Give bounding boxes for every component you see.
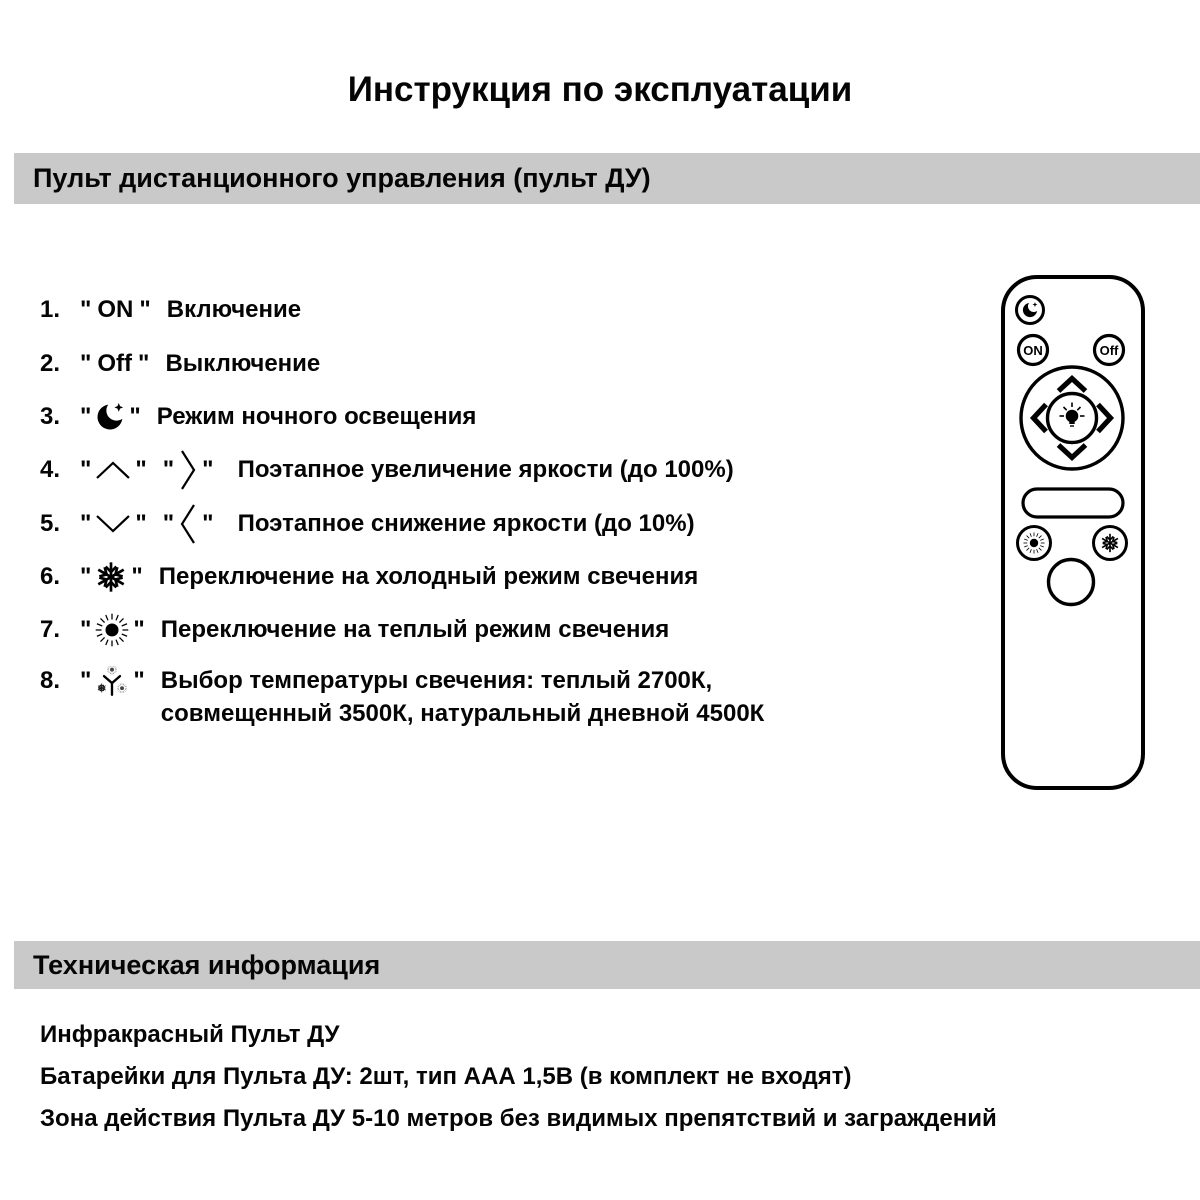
moon-night-icon [95, 402, 125, 432]
button-key-on: ON [97, 296, 134, 323]
button-key-off: Off [97, 350, 133, 377]
remote-control-illustration [985, 270, 1165, 805]
list-item-on: 1. " ON " Включение [40, 296, 302, 323]
angle-right-icon [178, 447, 198, 493]
item-number: 5. [40, 510, 61, 537]
list-item-cold-mode: 6. " " Переключение на холодный режим свечения [40, 559, 698, 595]
chevron-down-icon [95, 513, 131, 535]
item-number: 1. [40, 296, 61, 323]
sun-icon [1023, 532, 1044, 553]
item-number: 3. [40, 403, 61, 430]
tech-info-line: Инфракрасный Пульт ДУ [40, 1021, 340, 1048]
color-temperature-select-icon [95, 666, 129, 698]
item-number: 7. [40, 616, 61, 643]
angle-left-icon [178, 501, 198, 547]
remote-off-label: Off [1099, 343, 1119, 358]
item-text: Выключение [165, 350, 321, 377]
chevron-up-icon [95, 459, 131, 481]
tech-info-line: Батарейки для Пульта ДУ: 2шт, тип ААА 1,5В (в комплект не входят) [40, 1063, 852, 1090]
tech-info-line: Зона действия Пульта ДУ 5-10 метров без видимых препятствий и заграждений [40, 1105, 997, 1132]
remote-on-label: ON [1023, 343, 1043, 358]
item-text: Поэтапное снижение яркости (до 10%) [237, 510, 695, 537]
item-text: Переключение на холодный режим свечения [158, 563, 699, 590]
section-header-tech [14, 941, 1200, 989]
item-text: Выбор температуры свечения: теплый 2700К, совмещенный 3500К, натуральный дневной 4500К [160, 667, 765, 727]
item-number: 2. [40, 350, 61, 377]
list-item-warm-mode: 7. " " Переключение на теплый режим свечения [40, 612, 669, 648]
snowflake-icon [95, 561, 127, 593]
section-header-tech-label: Техническая информация [33, 949, 381, 980]
list-item-temperature-select: 8. " " Выбор температуры свечения: теплый 2700К, совмещенный 3500К, натуральный дневной 4500К [40, 664, 764, 730]
page-title: Инструкция по эксплуатации [347, 70, 853, 109]
list-item-brightness-up: 4. " " " " Поэтапное увеличение яркости (до 100%) [40, 452, 734, 488]
list-item-night-mode: 3. " " Режим ночного освещения [40, 403, 477, 430]
item-text: Режим ночного освещения [156, 403, 477, 430]
section-header-remote [14, 153, 1200, 204]
item-text: Переключение на теплый режим свечения [160, 616, 670, 643]
item-number: 4. [40, 456, 61, 483]
section-header-remote-label: Пульт дистанционного управления (пульт ДУ) [33, 163, 651, 193]
item-number: 8. [40, 667, 61, 694]
list-item-off: 2. " Off " Выключение [40, 350, 321, 377]
sun-icon [95, 613, 129, 647]
item-text: Включение [166, 296, 302, 323]
item-number: 6. [40, 563, 61, 590]
list-item-brightness-down: 5. " " " " Поэтапное снижение яркости (до 10%) [40, 506, 695, 542]
item-text: Поэтапное увеличение яркости (до 100%) [237, 456, 734, 483]
